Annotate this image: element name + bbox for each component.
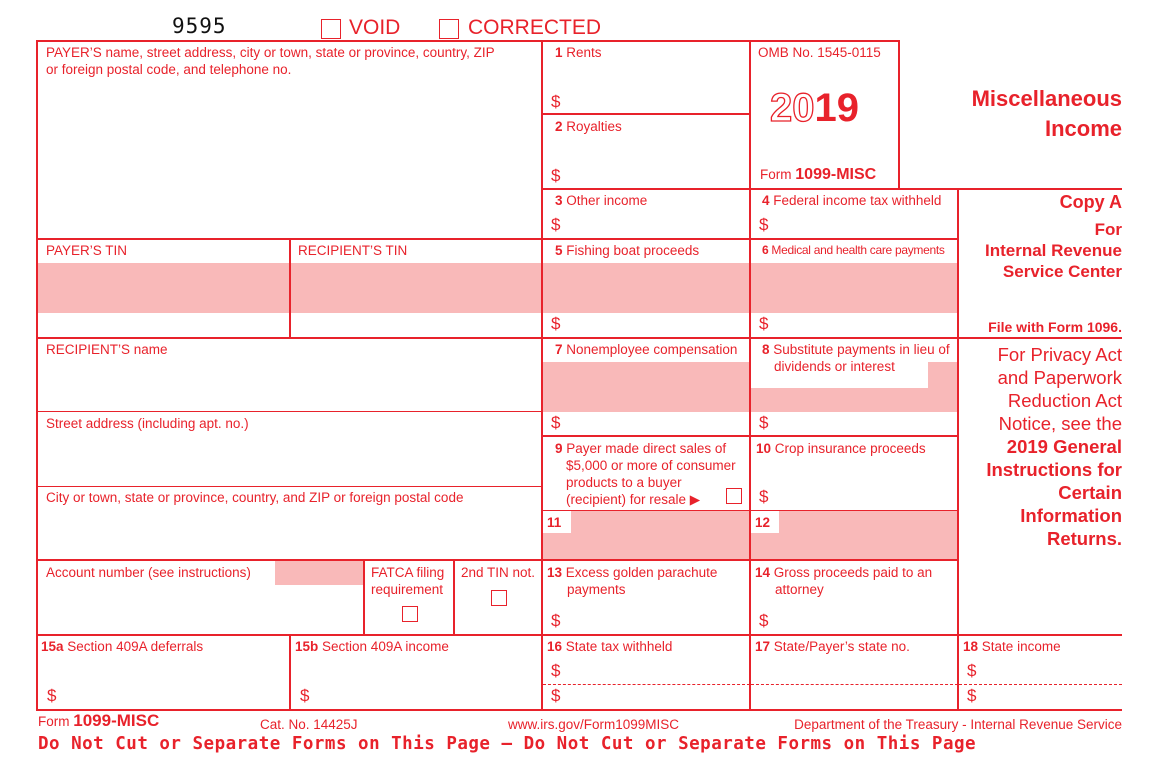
omb-number: OMB No. 1545-0115 <box>758 45 881 60</box>
rule-row-189-mid <box>541 188 959 190</box>
recipient-name-label: RECIPIENT’S name <box>46 342 168 357</box>
void-checkbox[interactable] <box>321 19 341 39</box>
box5-field[interactable] <box>565 263 747 335</box>
box6-field[interactable] <box>773 263 955 335</box>
state-dash-17 <box>751 684 958 685</box>
footer-url[interactable]: www.irs.gov/Form1099MISC <box>508 717 680 732</box>
tax-year-suffix: 19 <box>814 86 859 130</box>
copy-a: Copy A <box>1059 192 1122 212</box>
box17-label: 17 State/Payer’s state no. <box>755 639 910 654</box>
box1-label: 1 Rents <box>555 45 602 60</box>
box9-label-1: 9 Payer made direct sales of <box>555 441 727 456</box>
box14-field[interactable] <box>773 600 955 632</box>
box8-label-2: dividends or interest <box>774 359 895 374</box>
box16-field-2[interactable] <box>565 686 747 708</box>
void-label: VOID <box>349 16 401 39</box>
footer-dept: Department of the Treasury - Internal Revenue Service <box>794 717 1122 732</box>
rule-col-542 <box>541 40 543 710</box>
rule-top-left <box>36 40 900 42</box>
box13-label-1: 13 Excess golden parachute <box>547 565 718 580</box>
box4-field[interactable] <box>773 211 955 237</box>
box1-dollar: $ <box>551 92 561 111</box>
rule-col-364 <box>363 560 365 636</box>
street-address-field[interactable] <box>38 434 540 484</box>
box16-dollar-1: $ <box>551 661 561 680</box>
privacy-notice: For Privacy Act and Paperwork Reduction Act Notice, see the 2019 General Instructions for Certain Information Returns. <box>986 344 1122 549</box>
rule-row-412 <box>36 411 543 412</box>
rule-row-114 <box>541 113 751 115</box>
box17-field-1[interactable] <box>753 658 955 683</box>
box8-field[interactable] <box>773 388 955 434</box>
box11-label: 11 <box>547 515 562 530</box>
box10-field[interactable] <box>773 460 955 508</box>
box2-field[interactable] <box>565 136 747 186</box>
rule-col-750 <box>749 40 751 710</box>
box3-dollar: $ <box>551 215 561 234</box>
box18-field-2[interactable] <box>981 686 1121 708</box>
box13-field[interactable] <box>565 600 747 632</box>
rule-row-338 <box>36 337 1122 339</box>
tax-year-prefix: 20 <box>770 86 815 130</box>
payer-tin-field[interactable] <box>38 263 289 335</box>
street-address-label: Street address (including apt. no.) <box>46 416 249 431</box>
copy-a-for: For Internal Revenue Service Center <box>985 220 1122 281</box>
rule-bottom <box>36 709 1122 711</box>
box2-label: 2 Royalties <box>555 119 622 134</box>
rule-row-560 <box>36 559 959 561</box>
payer-tin-label: PAYER’S TIN <box>46 243 128 258</box>
rule-col-898 <box>898 40 900 190</box>
box13-label-2: payments <box>567 582 626 597</box>
account-number-label: Account number (see instructions) <box>46 565 251 580</box>
box8-dollar: $ <box>759 413 769 432</box>
box10-label: 10 Crop insurance proceeds <box>756 441 926 456</box>
fatca-checkbox[interactable] <box>402 606 418 622</box>
file-with: File with Form 1096. <box>988 319 1122 335</box>
box8-shade-right <box>928 362 958 388</box>
box4-label: 4 Federal income tax withheld <box>762 193 942 208</box>
box4-dollar: $ <box>759 215 769 234</box>
rule-row-239-left <box>36 238 543 240</box>
fatca-label-2: requirement <box>371 582 444 597</box>
form-code: 9595 <box>172 14 227 38</box>
payer-name-field[interactable] <box>38 82 540 236</box>
box15a-label: 15a Section 409A deferrals <box>41 639 204 654</box>
rule-col-958 <box>957 188 959 710</box>
box13-dollar: $ <box>551 611 561 630</box>
box15a-field[interactable] <box>62 657 287 707</box>
payer-name-label-2: or foreign postal code, and telephone no. <box>46 62 292 77</box>
rule-row-239-mid <box>541 238 959 240</box>
box9-label-4: (recipient) for resale ▶ <box>566 492 701 507</box>
box16-label: 16 State tax withheld <box>547 639 673 654</box>
payer-name-label-1: PAYER’S name, street address, city or town, state or province, country, ZIP <box>46 45 495 60</box>
box15a-dollar: $ <box>47 686 57 705</box>
corrected-label: CORRECTED <box>468 16 602 39</box>
recipient-name-field[interactable] <box>38 360 540 410</box>
rule-row-436 <box>541 435 959 437</box>
omb-form-name: Form 1099-MISC <box>760 166 877 183</box>
box18-dollar-1: $ <box>967 661 977 680</box>
box5-label: 5 Fishing boat proceeds <box>555 243 700 258</box>
second-tin-checkbox[interactable] <box>491 590 507 606</box>
state-dash-16 <box>543 684 750 685</box>
box7-field[interactable] <box>565 362 747 434</box>
city-label: City or town, state or province, country, and ZIP or foreign postal code <box>46 490 464 505</box>
tax-year <box>770 86 859 130</box>
recipient-tin-label: RECIPIENT’S TIN <box>298 243 408 258</box>
footer-form-name: Form 1099-MISC <box>38 711 160 730</box>
box16-field-1[interactable] <box>565 658 747 683</box>
box7-label: 7 Nonemployee compensation <box>555 342 738 357</box>
second-tin-label: 2nd TIN not. <box>461 565 536 580</box>
box17-field-2[interactable] <box>753 686 955 708</box>
box2-dollar: $ <box>551 166 561 185</box>
box1-field[interactable] <box>565 62 747 112</box>
box14-label-2: attorney <box>775 582 824 597</box>
box15b-field[interactable] <box>315 657 539 707</box>
box11-field[interactable] <box>571 511 747 558</box>
box6-dollar: $ <box>759 314 769 333</box>
box16-dollar-2: $ <box>551 686 561 705</box>
city-field[interactable] <box>38 508 540 558</box>
box14-dollar: $ <box>759 611 769 630</box>
box12-label: 12 <box>755 515 771 530</box>
box12-field[interactable] <box>779 511 955 558</box>
form-title: Miscellaneous Income <box>971 86 1122 141</box>
corrected-checkbox[interactable] <box>439 19 459 39</box>
state-dash-18 <box>959 684 1122 685</box>
box18-dollar-2: $ <box>967 686 977 705</box>
account-number-field[interactable] <box>38 588 362 633</box>
account-shade <box>275 561 364 585</box>
fatca-label-1: FATCA filing <box>371 565 445 580</box>
footer-warning: Do Not Cut or Separate Forms on This Page — Do Not Cut or Separate Forms on This Page <box>38 734 977 754</box>
rule-row-635 <box>36 634 1122 636</box>
box15b-label: 15b Section 409A income <box>295 639 449 654</box>
box10-dollar: $ <box>759 487 769 506</box>
box15b-dollar: $ <box>300 686 310 705</box>
box7-dollar: $ <box>551 413 561 432</box>
rule-col-290b <box>289 635 291 710</box>
recipient-tin-field[interactable] <box>291 263 541 335</box>
box9-checkbox[interactable] <box>726 488 742 504</box>
box6-label: 6 Medical and health care payments <box>762 243 945 257</box>
box14-label-1: 14 Gross proceeds paid to an <box>755 565 933 580</box>
box18-label: 18 State income <box>963 639 1061 654</box>
box3-label: 3 Other income <box>555 193 648 208</box>
box8-label-1: 8 Substitute payments in lieu of <box>762 342 950 357</box>
box9-label-2: $5,000 or more of consumer <box>566 458 736 473</box>
rule-col-454 <box>453 560 455 636</box>
footer-cat-no: Cat. No. 14425J <box>260 717 358 732</box>
box18-field-1[interactable] <box>981 658 1121 683</box>
box9-label-3: products to a buyer <box>566 475 682 490</box>
box5-dollar: $ <box>551 314 561 333</box>
rule-row-486 <box>36 486 543 487</box>
box3-field[interactable] <box>565 211 747 237</box>
